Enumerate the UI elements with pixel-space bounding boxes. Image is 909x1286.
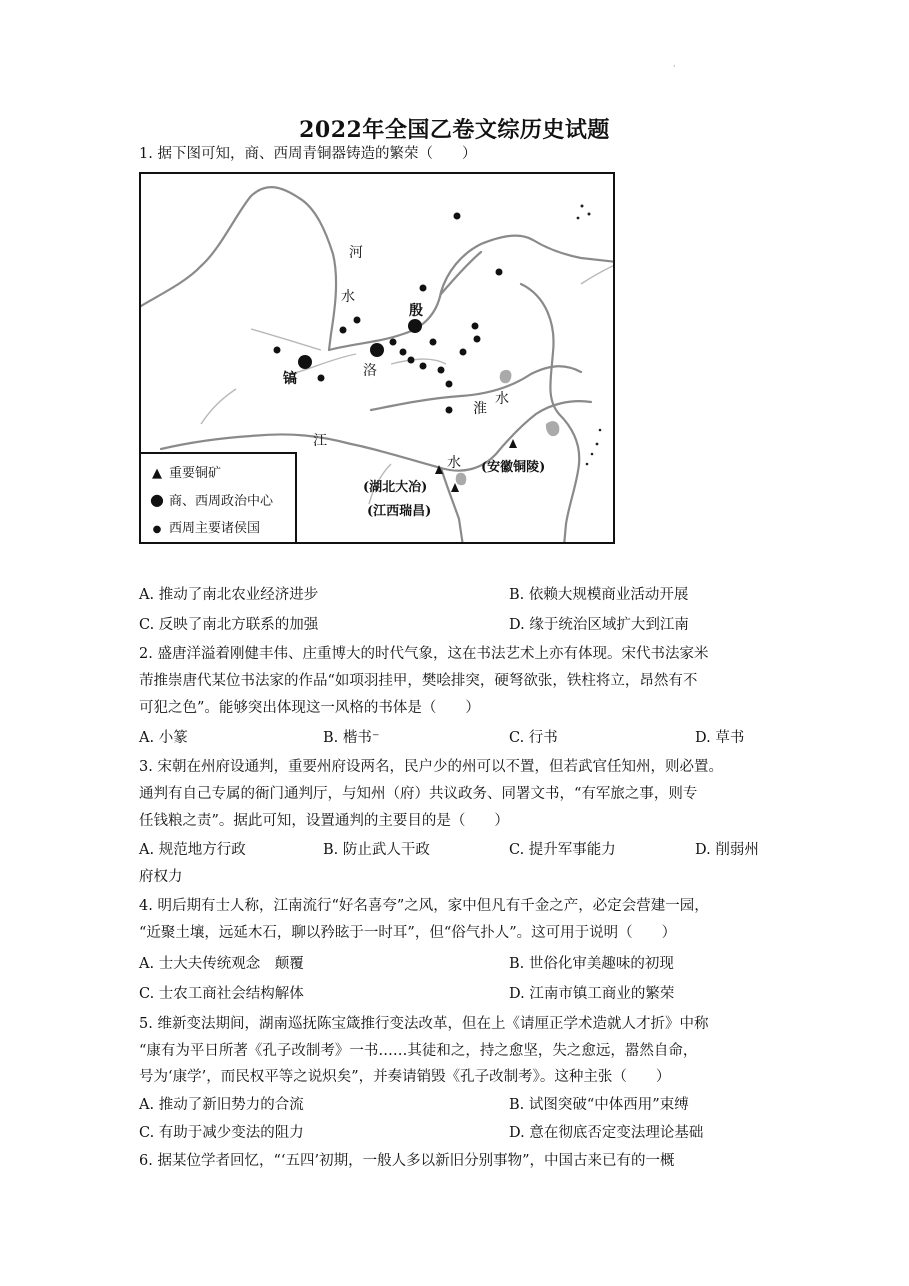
legend-state-label: 西周主要诸侯国 bbox=[169, 521, 261, 536]
bronze-map bbox=[139, 172, 615, 544]
q2-option-d: D. 草书 bbox=[695, 730, 745, 746]
page-title: 2022年全国乙卷文综历史试题 bbox=[299, 117, 610, 143]
q3-option-b: B. 防止武人干政 bbox=[323, 842, 430, 858]
label-yin: 殷 bbox=[409, 303, 423, 319]
small-dot-icon: ● bbox=[152, 524, 162, 535]
q5-option-d: D. 意在彻底否定变法理论基础 bbox=[509, 1125, 704, 1141]
q6-stem-line1: 6. 据某位学者回忆，“‘五四’初期，一般人多以新旧分别事物”，中国古来已有的一概 bbox=[139, 1153, 675, 1169]
q4-option-d: D. 江南市镇工商业的繁荣 bbox=[509, 986, 675, 1002]
triangle-icon: ▲ bbox=[152, 466, 162, 481]
q2-option-a: A. 小篆 bbox=[139, 730, 188, 746]
legend-center bbox=[149, 490, 273, 509]
q3-stem-line1: 3. 宋朝在州府设通判，重要州府设两名，民户少的州可以不置，但若武官任知州，则必置。 bbox=[139, 759, 723, 775]
q5-option-c: C. 有助于减少变法的阻力 bbox=[139, 1125, 304, 1141]
label-anhui-tongling: (安徽铜陵) bbox=[481, 460, 546, 475]
label-jiangxi-ruichang: (江西瑞昌) bbox=[367, 504, 432, 519]
map-legend bbox=[141, 452, 297, 544]
q3-option-c: C. 提升军事能力 bbox=[509, 842, 616, 858]
q4-stem-line1: 4. 明后期有士人称，江南流行“好名喜夸”之风，家中但凡有千金之产，必定会营建一园， bbox=[139, 898, 709, 914]
label-luo: 洛 bbox=[363, 363, 377, 379]
q3-stem-line3: 任钱粮之责”。据此可知，设置通判的主要目的是（ ） bbox=[139, 813, 509, 829]
label-shui-yangtze: 水 bbox=[447, 455, 461, 471]
label-jiang: 江 bbox=[313, 433, 327, 449]
label-gao: 镐 bbox=[283, 371, 297, 387]
label-shui-huai: 水 bbox=[495, 391, 509, 407]
q5-stem-line2: “康有为平日所著《孔子改制考》一书……其徒和之，持之愈坚，失之愈远，嚣然自命， bbox=[139, 1043, 698, 1059]
label-huai: 淮 bbox=[473, 401, 487, 417]
q2-option-c: C. 行书 bbox=[509, 730, 558, 746]
label-hubei-daye: (湖北大冶) bbox=[363, 480, 428, 495]
q4-stem-line2: “近聚土壤，远延木石，聊以矜眩于一时耳”，但“俗气扑人”。这可用于说明（ ） bbox=[139, 925, 677, 941]
q1-option-c: C. 反映了南北方联系的加强 bbox=[139, 617, 319, 633]
q3-option-a: A. 规范地方行政 bbox=[139, 842, 246, 858]
q1-option-a: A. 推动了南北农业经济进步 bbox=[139, 587, 319, 603]
large-dot-icon: ● bbox=[150, 490, 164, 509]
legend-center-label: 商、西周政治中心 bbox=[169, 494, 274, 509]
q2-stem-line3: 可犯之色”。能够突出体现这一风格的书体是（ ） bbox=[139, 700, 480, 716]
q1-option-d: D. 缘于统治区域扩大到江南 bbox=[509, 617, 689, 633]
q1-stem: 1. 据下图可知，商、西周青铜器铸造的繁荣（ ） bbox=[139, 146, 477, 162]
label-shui-yellow: 水 bbox=[341, 289, 355, 305]
q5-option-b: B. 试图突破“中体西用”束缚 bbox=[509, 1097, 689, 1113]
q4-option-a: A. 士大夫传统观念 颠覆 bbox=[139, 956, 304, 972]
q1-option-b: B. 依赖大规模商业活动开展 bbox=[509, 587, 689, 603]
legend-state bbox=[149, 517, 260, 536]
q3-option-d-tail: 府权力 bbox=[139, 869, 183, 885]
q2-option-b: B. 楷书⁻ bbox=[323, 730, 380, 746]
q2-stem-line1: 2. 盛唐洋溢着刚健丰伟、庄重博大的时代气象，这在书法艺术上亦有体现。宋代书法家米 bbox=[139, 646, 709, 662]
legend-mine-label: 重要铜矿 bbox=[169, 466, 222, 481]
label-he: 河 bbox=[349, 245, 363, 261]
q5-stem-line1: 5. 维新变法期间，湖南巡抚陈宝箴推行变法改革，但在上《请厘正学术造就人才折》中称 bbox=[139, 1016, 709, 1032]
q2-stem-line2: 芾推崇唐代某位书法家的作品“如项羽挂甲，樊哙排突，硬弩欲张，铁柱将立，昂然有不 bbox=[139, 673, 698, 689]
q4-option-c: C. 士农工商社会结构解体 bbox=[139, 986, 304, 1002]
legend-mine bbox=[149, 462, 221, 481]
header-mark: · bbox=[673, 62, 676, 71]
q4-option-b: B. 世俗化审美趣味的初现 bbox=[509, 956, 674, 972]
q5-stem-line3: 号为‘康学’，而民权平等之说炽矣”，并奏请销毁《孔子改制考》。这种主张（ ） bbox=[139, 1069, 671, 1085]
q3-stem-line2: 通判有自己专属的衙门通判厅，与知州（府）共议政务、同署文书，“有军旅之事，则专 bbox=[139, 786, 698, 802]
q3-option-d: D. 削弱州 bbox=[695, 842, 759, 858]
q5-option-a: A. 推动了新旧势力的合流 bbox=[139, 1097, 304, 1113]
